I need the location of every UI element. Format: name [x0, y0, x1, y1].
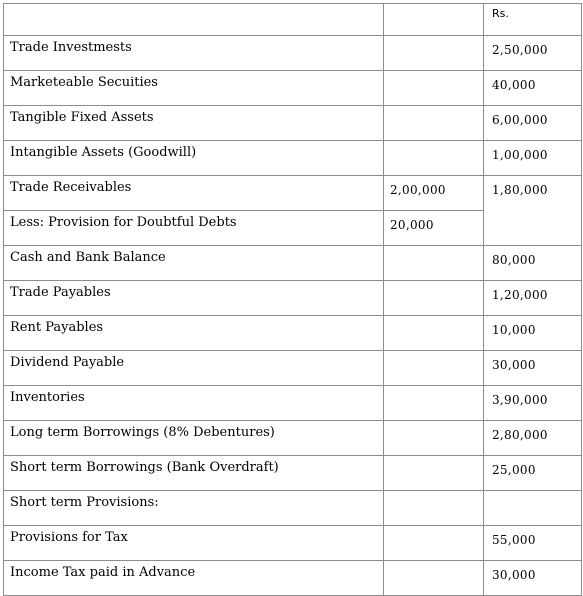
amount: 1,00,000 [484, 141, 582, 176]
header-label-cell [4, 4, 384, 36]
sub-amount [384, 456, 484, 491]
amount: 25,000 [484, 456, 582, 491]
amount: 10,000 [484, 316, 582, 351]
sub-amount [384, 316, 484, 351]
item-label: Rent Payables [4, 316, 384, 351]
table-row [4, 246, 582, 281]
sub-amount [384, 561, 484, 596]
amount: 3,90,000 [484, 386, 582, 421]
item-label: Short term Provisions: [4, 491, 384, 526]
table-row [4, 36, 582, 71]
amount: 1,80,000 [484, 176, 582, 246]
item-label: Cash and Bank Balance [4, 246, 384, 281]
table-row [4, 106, 582, 141]
table-row [4, 526, 582, 561]
item-label: Trade Investmests [4, 36, 384, 71]
table-row [4, 281, 582, 316]
sub-amount [384, 351, 484, 386]
table-row [4, 71, 582, 106]
sub-amount [384, 246, 484, 281]
amount: 30,000 [484, 351, 582, 386]
amount: 2,80,000 [484, 421, 582, 456]
sub-amount [384, 36, 484, 71]
item-label: Long term Borrowings (8% Debentures) [4, 421, 384, 456]
sub-amount [384, 491, 484, 526]
sub-amount [384, 71, 484, 106]
amount: 30,000 [484, 561, 582, 596]
amount: 80,000 [484, 246, 582, 281]
item-label: Short term Borrowings (Bank Overdraft) [4, 456, 384, 491]
item-label: Trade Receivables [4, 176, 384, 211]
item-label: Provisions for Tax [4, 526, 384, 561]
item-label: Less: Provision for Doubtful Debts [4, 211, 384, 246]
sub-amount [384, 421, 484, 456]
amount [484, 491, 582, 526]
item-label: Marketeable Secuities [4, 71, 384, 106]
header-sub-cell [384, 4, 484, 36]
item-label: Tangible Fixed Assets [4, 106, 384, 141]
balances-table [3, 3, 582, 596]
amount: 1,20,000 [484, 281, 582, 316]
amount: 40,000 [484, 71, 582, 106]
sub-amount [384, 141, 484, 176]
table-row [4, 561, 582, 596]
sub-amount [384, 281, 484, 316]
table-row [4, 386, 582, 421]
item-label: Trade Payables [4, 281, 384, 316]
table-row [4, 491, 582, 526]
amount: 55,000 [484, 526, 582, 561]
amount: 6,00,000 [484, 106, 582, 141]
table-row [4, 176, 582, 211]
sub-amount [384, 526, 484, 561]
item-label: Income Tax paid in Advance [4, 561, 384, 596]
table-row [4, 316, 582, 351]
sub-amount: 20,000 [384, 211, 484, 246]
item-label: Dividend Payable [4, 351, 384, 386]
amount: 2,50,000 [484, 36, 582, 71]
sub-amount: 2,00,000 [384, 176, 484, 211]
currency-header: Rs. [484, 4, 582, 36]
item-label: Intangible Assets (Goodwill) [4, 141, 384, 176]
sub-amount [384, 106, 484, 141]
sub-amount [384, 386, 484, 421]
table-row [4, 141, 582, 176]
table-header-row [4, 4, 582, 36]
table-row [4, 456, 582, 491]
table-row [4, 351, 582, 386]
item-label: Inventories [4, 386, 384, 421]
table-row [4, 421, 582, 456]
